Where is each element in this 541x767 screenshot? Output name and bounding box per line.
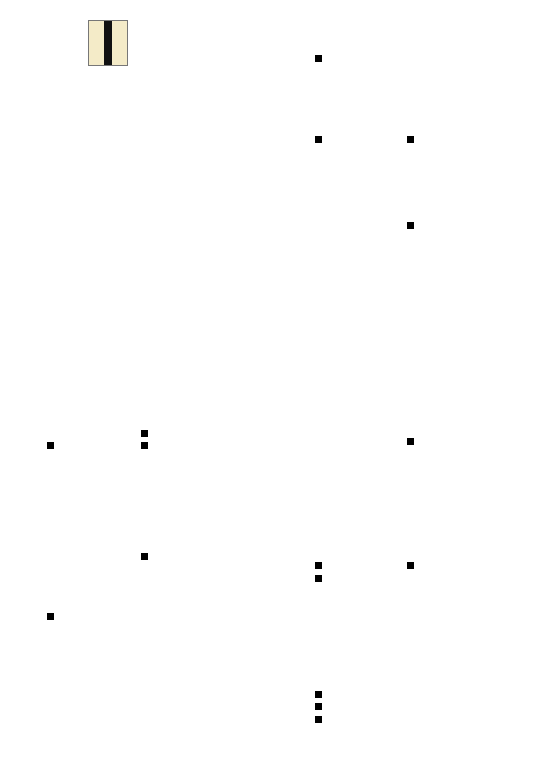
job-tower-shape [104, 21, 112, 65]
black-square-icon [407, 438, 414, 445]
job-diagram [88, 20, 128, 66]
black-square-icon [407, 222, 414, 229]
black-square-icon [141, 553, 148, 560]
white-move [315, 574, 324, 585]
black-square-icon [315, 716, 322, 723]
white-move [315, 690, 324, 701]
black-square-icon [315, 575, 322, 582]
black-square-icon [315, 562, 322, 569]
black-square-icon [407, 136, 414, 143]
white-move [315, 135, 324, 146]
white-move [315, 715, 324, 726]
black-square-icon [407, 562, 414, 569]
white-move [315, 702, 324, 713]
black-square-icon [141, 430, 148, 437]
black-square-icon [141, 442, 148, 449]
white-move [47, 441, 56, 452]
black-square-icon [315, 703, 322, 710]
white-move [315, 54, 324, 65]
black-square-icon [47, 613, 54, 620]
black-move [141, 552, 150, 563]
black-square-icon [47, 442, 54, 449]
black-move [407, 135, 416, 146]
black-square-icon [315, 55, 322, 62]
white-move [315, 561, 324, 572]
black-square-icon [315, 691, 322, 698]
black-square-icon [315, 136, 322, 143]
black-move [141, 429, 150, 440]
black-move [407, 561, 416, 572]
black-move [141, 441, 150, 452]
